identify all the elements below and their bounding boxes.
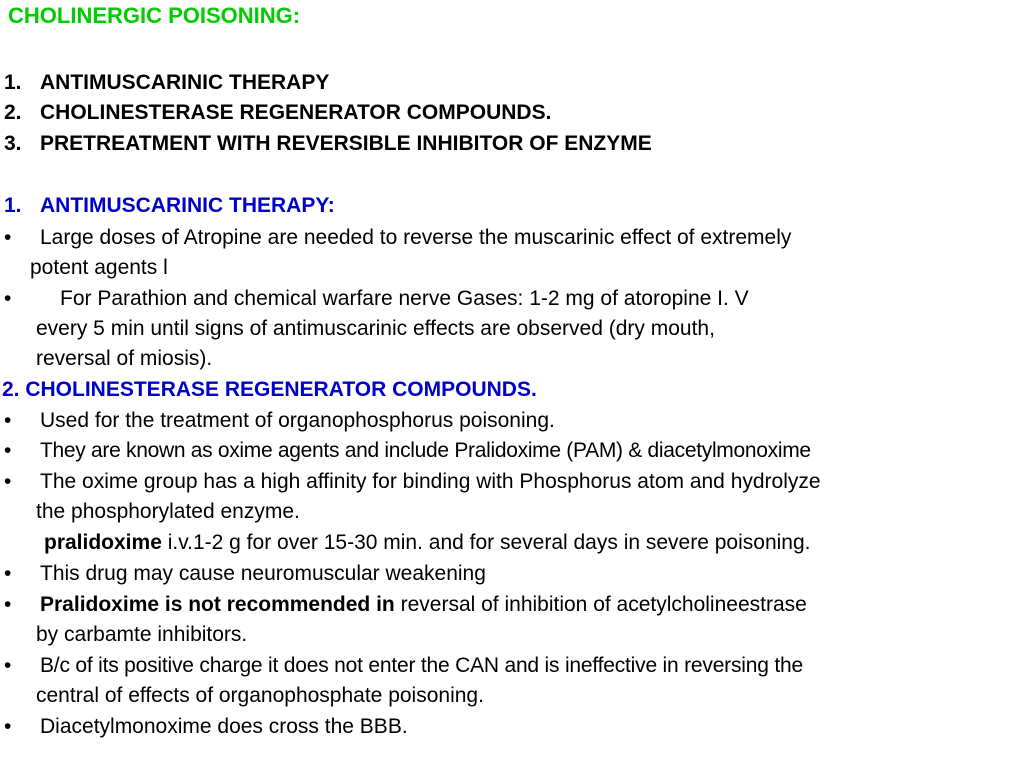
bullet-text: They are known as oxime agents and include Pralidoxime (PAM) & diacetylmonoxime [40,439,811,462]
bullet-text: B/c of its positive charge it does not enter the CAN and is ineffective in reversing the [40,654,803,677]
section-1-title: ANTIMUSCARINIC THERAPY: [40,194,335,217]
bullet-icon: • [4,593,12,616]
overview-number: 3. [4,132,22,155]
bullet-text: Large doses of Atropine are needed to reverse the muscarinic effect of extremely [40,226,792,249]
drug-name: pralidoxime [44,531,162,554]
bullet-icon: • [4,439,12,462]
bullet-continuation: central of effects of organophosphate poisoning. [36,684,484,707]
bullet-text-rest: reversal of inhibition of acetylcholineestrase [394,593,807,616]
bullet-icon: • [4,562,12,585]
bullet-continuation: every 5 min until signs of antimuscarinic effects are observed (dry mouth, [36,317,715,340]
bullet-text: This drug may cause neuromuscular weakening [40,562,486,585]
section-2-heading: 2. CHOLINESTERASE REGENERATOR COMPOUNDS. [2,378,537,401]
bullet-icon: • [4,287,12,310]
bullet-icon: • [4,654,12,677]
bullet-text: Used for the treatment of organophosphorus poisoning. [40,409,555,432]
bullet-continuation: potent agents l [30,256,168,279]
section-1-number: 1. [4,194,22,217]
bullet-icon: • [4,226,12,249]
bullet-icon: • [4,470,12,493]
bullet-text: The oxime group has a high affinity for binding with Phosphorus atom and hydrolyze [40,470,821,493]
bullet-icon: • [4,409,12,432]
overview-text: PRETREATMENT WITH REVERSIBLE INHIBITOR OF ENZYME [40,132,652,155]
dose-line [44,531,811,555]
bullet-text: For Parathion and chemical warfare nerve Gases: 1-2 mg of atoropine I. V [60,287,749,310]
bullet-continuation: by carbamte inhibitors. [36,623,248,646]
bullet-continuation: reversal of miosis). [36,347,213,370]
overview-text: CHOLINESTERASE REGENERATOR COMPOUNDS. [40,101,552,124]
bullet-continuation: the phosphorylated enzyme. [36,500,300,523]
dose-text: i.v.1-2 g for over 15-30 min. and for several days in severe poisoning. [161,531,811,554]
bullet-text [40,593,807,617]
overview-number: 2. [4,101,22,124]
bullet-text: Diacetylmonoxime does cross the BBB. [40,715,408,738]
overview-number: 1. [4,71,22,94]
overview-text: ANTIMUSCARINIC THERAPY [40,71,330,94]
bullet-icon: • [4,715,12,738]
emphasis-text: Pralidoxime is not recommended in [40,593,395,616]
slide-title: CHOLINERGIC POISONING: [8,3,301,28]
